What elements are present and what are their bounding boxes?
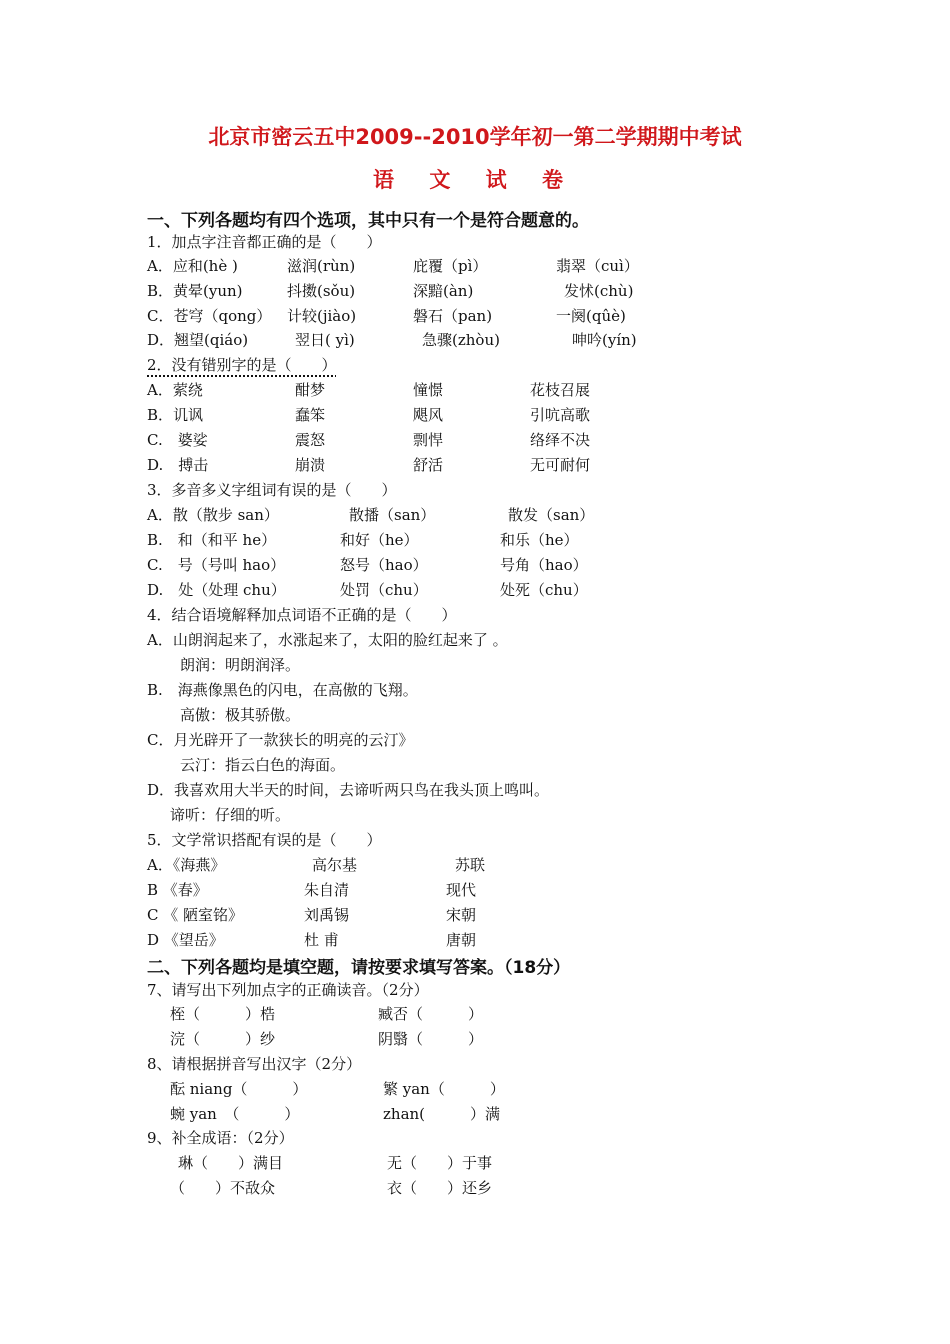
- option-1d: D．翘望(qiáo) 翌日( yì) 急骤(zhòu) 呻吟(yín): [147, 331, 637, 349]
- option-1b: B．黄晕(yun) 抖擞(sǒu) 深黯(àn) 发怵(chù): [147, 282, 634, 300]
- q9-row-1: 琳（ ）满目 无（ ）于事: [178, 1154, 493, 1172]
- question-9: 9、补全成语：（2分）: [147, 1129, 294, 1147]
- option-2d: D. 搏击 崩溃 舒活 无可耐何: [147, 456, 591, 474]
- exam-subtitle: 语 文 试 卷: [373, 168, 577, 192]
- option-2a: A．萦绕 酣梦 憧憬 花枝召展: [147, 381, 591, 399]
- q9-row-2: （ ）不敌众 衣（ ）还乡: [170, 1179, 493, 1197]
- option-4c-explain: 云汀：指云白色的海面。: [180, 756, 346, 774]
- option-3c: C. 号（号叫 hao） 怒号（hao） 号角（hao）: [147, 556, 588, 574]
- q8-row-2: 蜿 yan （ ） zhan( ）满: [170, 1105, 501, 1123]
- option-4d: D．我喜欢用大半天的时间，去谛听两只鸟在我头顶上鸣叫。: [147, 781, 550, 799]
- option-1a: A．应和(hè ) 滋润(rùn) 庇覆（pì） 翡翠（cuì）: [147, 257, 639, 275]
- option-4a-explain: 朗润：明朗润泽。: [180, 656, 301, 674]
- option-5a: A．《海燕》 高尔基 苏联: [147, 856, 486, 874]
- option-3b: B. 和（和平 he） 和好（he） 和乐（he）: [147, 531, 579, 549]
- option-1c: C．苍穹（qong） 计较(jiào) 磐石（pan) 一阕(qûè): [147, 307, 626, 325]
- option-3d: D. 处（处理 chu） 处罚（chu） 处死（chu）: [147, 581, 588, 599]
- q7-row-2: 浣（ ）纱 阴翳（ ）: [170, 1030, 484, 1048]
- section-2-heading: 二、下列各题均是填空题，请按要求填写答案。（18分）: [147, 958, 571, 978]
- question-4: 4．结合语境解释加点词语不正确的是（ ）: [147, 606, 457, 624]
- question-8: 8、请根据拼音写出汉字（2分）: [147, 1055, 362, 1073]
- question-1: 1．加点字注音都正确的是（ ）: [147, 233, 382, 251]
- exam-title: 北京市密云五中2009--2010学年初一第二学期期中考试: [208, 125, 742, 149]
- option-4a: A．山朗润起来了，水涨起来了，太阳的脸红起来了 。: [147, 631, 508, 649]
- option-5c: C 《 陋室铭》 刘禹锡 宋朝: [147, 906, 477, 924]
- option-5d: D 《望岳》 杜 甫 唐朝: [147, 931, 477, 949]
- option-5b: B 《春》 朱自清 现代: [147, 881, 477, 899]
- question-7: 7、请写出下列加点字的正确读音。（2分）: [147, 981, 429, 999]
- q7-row-1: 桎（ ）梏 臧否（ ）: [170, 1005, 484, 1023]
- q8-row-1: 酝 niang（ ） 繁 yan（ ）: [170, 1080, 505, 1098]
- option-2b: B．讥讽 蠢笨 飓风 引吭高歌: [147, 406, 591, 424]
- option-4b-explain: 高傲：极其骄傲。: [180, 706, 301, 724]
- option-3a: A．散（散步 san） 散播（san） 散发（san）: [147, 506, 595, 524]
- option-4d-explain: 谛听：仔细的听。: [170, 806, 291, 824]
- question-3: 3．多音多义字组词有误的是（ ）: [147, 481, 397, 499]
- option-4c: C．月光辟开了一款狭长的明亮的云汀》: [147, 731, 414, 749]
- section-1-heading: 一、下列各题均有四个选项，其中只有一个是符合题意的。: [147, 211, 589, 231]
- question-5: 5．文学常识搭配有误的是（ ）: [147, 831, 382, 849]
- question-2: 2．没有错别字的是（ ）: [147, 356, 337, 374]
- option-4b: B. 海燕像黑色的闪电，在高傲的飞翔。: [147, 681, 418, 699]
- option-2c: C. 婆娑 震怒 剽悍 络绎不决: [147, 431, 591, 449]
